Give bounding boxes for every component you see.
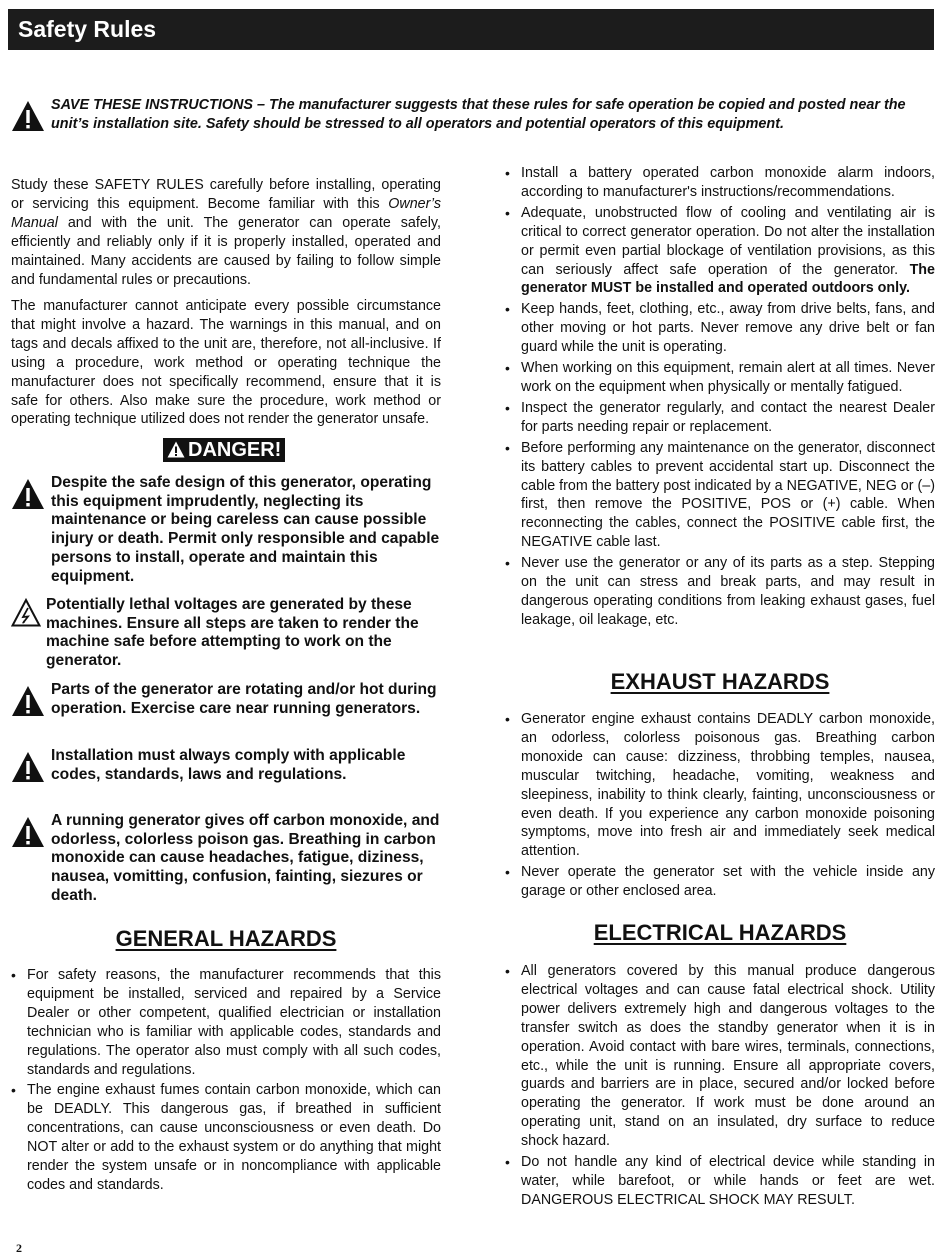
danger-item <box>11 596 441 674</box>
save-instructions-text: SAVE THESE INSTRUCTIONS – The manufacturer suggests that these rules for safe operation be copied and posted near the unit’s installation site. Safety should be stressed to all operators and potential operators of this equipment. <box>51 97 906 132</box>
intro-p1-end: and with the unit. The generator can operate safely, efficiently and reliably only if it is properly installed, operated and maintained. Many accidents are caused by failing to follow simple and fundamental rules or precautions. <box>11 214 441 288</box>
electrical-hazards-list <box>505 962 935 1212</box>
list-item: • When working on this equipment, remain alert at all times. Never work on the equipment when physically or mentally fatigued. <box>505 359 935 397</box>
list-item: • The engine exhaust fumes contain carbon monoxide, which can be DEADLY. This dangerous gas, if breathed in sufficient concentrations, can cause unconsciousness or even death. Do NOT alter or add to the exhaust system or do anything that might render the system unsafe or in noncompliance with applicable codes and standards. <box>11 1081 441 1194</box>
list-item <box>505 204 935 299</box>
list-item: • Keep hands, feet, clothing, etc., away from drive belts, fans, and other moving or hot parts. Never remove any drive belt or fan guard while the unit is operating. <box>505 300 935 357</box>
danger-item-text: Potentially lethal voltages are generated by these machines. Ensure all steps are taken to render the machine safe before attempting to work on the generator. <box>46 596 419 670</box>
general-hazards-heading: GENERAL HAZARDS <box>115 926 337 951</box>
general-hazards-list <box>11 966 441 1197</box>
intro-p1-start: Study these SAFETY RULES carefully before installing, operating or servicing this equipment. Become familiar with this <box>11 177 441 212</box>
save-instructions <box>11 96 936 141</box>
owners-manual-italic: Owner’s Manual <box>11 195 441 231</box>
danger-item-text: Despite the safe design of this generator, operating this equipment imprudently, neglecting its maintenance or being careless can cause possible injury or death. Permit only responsible and capable persons to install, operate and maintain this equipment. <box>51 474 440 585</box>
danger-item-text: A running generator gives off carbon monoxide, and odorless, colorless poison gas. Breathing in carbon monoxide can cause headaches, fatigue, diziness, nausea, vomitting, confusion, fainting, siezures or death. <box>51 812 440 904</box>
exhaust-hazards-heading: EXHAUST HAZARDS <box>610 669 830 694</box>
page-number: 2 <box>16 1241 22 1255</box>
warning-triangle-icon <box>11 100 45 132</box>
danger-item-text: Parts of the generator are rotating and/or hot during operation. Exercise care near running generators. <box>51 681 437 717</box>
list-item-text: Adequate, unobstructed flow of cooling and ventilating air is critical to correct generator operation. Do not alter the installation or permit even partial blockage of ventilation provisions, as this can seriously affect safe operation of the generator. <box>521 204 935 278</box>
warning-triangle-icon <box>11 685 45 717</box>
page-title: Safety Rules <box>18 16 157 42</box>
outdoors-only-warning: The generator MUST be installed and operated outdoors only. <box>521 261 935 297</box>
warning-triangle-icon <box>11 816 45 848</box>
danger-item <box>11 474 441 589</box>
page-header-bar <box>8 9 934 50</box>
danger-item <box>11 812 441 912</box>
danger-item <box>11 747 441 807</box>
danger-item <box>11 681 441 741</box>
list-item: • Generator engine exhaust contains DEADLY carbon monoxide, an odorless, colorless poisonous gas. Breathing carbon monoxide can cause: dizziness, throbbing temples, nausea, muscular twitching, headache, vomiting, weakness and sleepiness, inability to think clearly, fainting, unconsciousness or even death. If you experience any carbon monoxide poisoning symptoms, move into fresh air and immediately seek medical attention. <box>505 710 935 861</box>
list-item: • Never use the generator or any of its parts as a step. Stepping on the unit can stress and break parts, and may result in dangerous operating conditions from leaking exhaust gases, fuel leakage, oil leakage, etc. <box>505 554 935 630</box>
warning-triangle-icon <box>167 440 185 464</box>
list-item: • All generators covered by this manual produce dangerous electrical voltages and can cause fatal electrical shock. Utility power delivers extremely high and dangerous voltages to the transfer switch as does the standby generator when it is in operation. Avoid contact with bare wires, terminals, connections, etc., while the unit is running. Ensure all appropriate covers, guards and barriers are in place, secured and/or locked before operating the generator. If work must be done around an operating unit, stand on an insulated, dry surface to reduce shock hazard. <box>505 962 935 1151</box>
electrical-hazards-heading: ELECTRICAL HAZARDS <box>593 920 847 945</box>
list-item: • Inspect the generator regularly, and contact the nearest Dealer for parts needing repair or replacement. <box>505 399 935 437</box>
danger-item-text: Installation must always comply with applicable codes, standards, laws and regulations. <box>51 747 406 783</box>
electric-shock-icon <box>11 598 41 628</box>
list-item: • Never operate the generator set with the vehicle inside any garage or other enclosed area. <box>505 863 935 901</box>
danger-banner <box>163 438 285 462</box>
intro-paragraph-2: The manufacturer cannot anticipate every possible circumstance that might involve a hazard. The warnings in this manual, and on tags and decals affixed to the unit are, therefore, not all-inclusive. If using a procedure, work method or operating technique the manufacturer does not specifically recommend, ensure that it is safe for others. Also make sure the procedure, work method or operating technique utilized does not render the generator unsafe. <box>11 298 441 428</box>
list-item: • Install a battery operated carbon monoxide alarm indoors, according to manufacturer's instructions/recommendations. <box>505 164 935 202</box>
danger-label: DANGER! <box>188 439 282 461</box>
exhaust-hazards-list <box>505 710 935 903</box>
warning-triangle-icon <box>11 751 45 783</box>
general-safety-list <box>505 164 935 632</box>
list-item: • Before performing any maintenance on the generator, disconnect its battery cables to prevent accidental start up. Disconnect the cable from the battery post indicated by a NEGATIVE, NEG or (–) first, then remove the POSITIVE, POS or (+) cable. When reconnecting the cables, connect the POSITIVE cable first, the NEGATIVE cable last. <box>505 439 935 552</box>
list-item: • For safety reasons, the manufacturer recommends that this equipment be installed, serviced and repaired by a Service Dealer or other competent, qualified electrician or installation technician who is familiar with applicable codes, standards and regulations. The operator also must comply with all such codes, standards and regulations. <box>11 966 441 1079</box>
list-item: • Do not handle any kind of electrical device while standing in water, while barefoot, or while hands or feet are wet. DANGEROUS ELECTRICAL SHOCK MAY RESULT. <box>505 1153 935 1210</box>
warning-triangle-icon <box>11 478 45 510</box>
intro-paragraph-1 <box>11 176 441 289</box>
